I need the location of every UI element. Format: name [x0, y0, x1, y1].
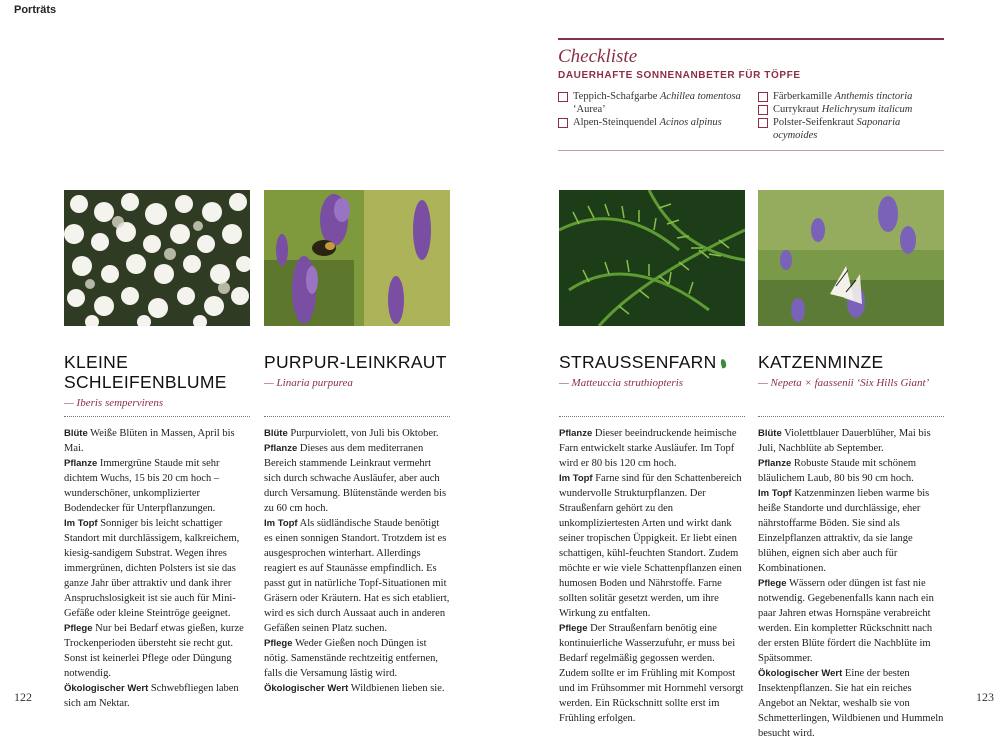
plant-name — [559, 352, 745, 372]
section-label: Pflege — [758, 578, 787, 589]
plant-description — [559, 426, 745, 726]
section-text: Nur bei Bedarf etwas gießen, kurze Trockenperioden übersteht sie recht gut. Sonst ist keinerlei Pflege oder Düngung notwendig. — [64, 623, 244, 679]
section-text: Farne sind für den Schattenbereich wundervolle Strukturpflanzen. Der Straußenfarn gehört zu den unkompliziertesten Arten und wirkt dank seiner tropischen Üppigkeit. Er liebt einen schattigen, kühl-feuchten Standort. Zudem möchte er wie viele Schattenpflanzen einen humosen Boden und Nährstoffe. Farne sollten solitär gesetzt werden, um ihre Wirkung zu entfalten. — [559, 473, 742, 619]
checklist-bottom-rule — [558, 150, 944, 151]
checklist-item-latin: Acinos alpinus — [659, 116, 722, 128]
checkbox-icon — [558, 118, 568, 128]
plant-name-line: KLEINE — [64, 352, 129, 372]
checklist-subtitle: DAUERHAFTE SONNENANBETER FÜR TÖPFE — [558, 69, 801, 81]
section-text: Katzenminzen lieben warme bis heiße Standorte und durchlässige, eher nährstoffarme Böden. Sie sind als Einzelpflanzen attraktiv, da sie lange blühen, eignen sich aber auch für Kombinationen. — [758, 488, 930, 574]
checklist-item-name: Currykraut — [773, 103, 822, 115]
section-text: Der Straußenfarn benötig eine kontinuierliche Wasserzufuhr, er muss bei Bedarf regelmäßig gegossen werden. Zudem sollte er im Frühling mit Kompost und im Frühsommer mit Hornmehl versorgt werden. Ein Rückschnitt sollte erst im Frühling erfolgen. — [559, 623, 744, 724]
section-label: Ökologischer Wert — [758, 668, 843, 679]
plant-column-nepeta — [758, 352, 944, 741]
section-text: Schwebfliegen laben sich am Nektar. — [64, 683, 239, 709]
plant-name-line: STRAUSSENFARN — [559, 352, 717, 372]
page-number-left: 122 — [14, 690, 32, 704]
plant-name-line: SCHLEIFENBLUME — [64, 372, 227, 392]
section-text: Dieses aus dem mediterranen Bereich stammende Leinkraut vermehrt sich durch schwache Ausläufer, aber auch durch Versamung. Blütenstände werden bis zu 60 cm hoch. — [264, 443, 447, 514]
section-label: Blüte — [64, 428, 88, 439]
section-text: Weiße Blüten in Massen, April bis Mai. — [64, 428, 235, 454]
section-label: Ökologischer Wert — [64, 683, 149, 694]
dotted-divider — [559, 416, 745, 417]
plant-description — [264, 426, 450, 696]
checklist-item-latin: Achillea tomentosa — [660, 90, 741, 102]
section-label: Im Topf — [559, 473, 593, 484]
plant-column-linaria — [264, 352, 450, 696]
section-label: Im Topf — [64, 518, 98, 529]
shade-plant-icon — [719, 359, 726, 369]
section-text: Als südländische Staude benötigt es einen sonnigen Standort. Trotzdem ist es ausgesprochen winterhart. Allerdings reagiert es auf Staunässe empfindlich. Es passt gut in natürliche Topf-Situationen mit Gräsern oder Kräutern. Hat es sich etabliert, wird es sich durch Aussaat auch in anderen Gefäßen seinen Platz suchen. — [264, 518, 450, 634]
dotted-divider — [264, 416, 450, 417]
section-label: Pflege — [264, 638, 293, 649]
section-label: Blüte — [264, 428, 288, 439]
checkbox-icon — [558, 92, 568, 102]
checklist-item-name: Färberkamille — [773, 90, 835, 102]
checklist-item-name: Alpen-Steinquendel — [573, 116, 660, 128]
dotted-divider — [758, 416, 944, 417]
section-label: Pflanze — [758, 458, 792, 469]
checklist-item — [758, 90, 944, 103]
checklist-title: Checkliste — [558, 45, 638, 67]
checklist-item-latin: Helichrysum italicum — [821, 103, 913, 115]
checklist-left-column — [558, 90, 744, 142]
page-number-right: 123 — [976, 690, 994, 704]
plant-latin-name: — Matteuccia struthiopteris — [559, 377, 684, 389]
plant-column-iberis — [64, 352, 250, 711]
checkbox-icon — [758, 118, 768, 128]
checklist-box — [558, 38, 944, 151]
section-text: Wässern oder düngen ist fast nie notwendig. Gegebenenfalls kann nach ein paar Jahren etwas Hornspäne verabreicht werden. Ein kompletter Rückschnitt nach der ersten Blüte fördert die Nachblüte im Spätsommer. — [758, 578, 934, 664]
photo-iberis — [64, 190, 250, 326]
section-text: Sonniger bis leicht schattiger Standort mit durchlässigem, kalkreichem, kiesig-sandigem Substrat. Wegen ihres immergrünen, dichten Polsters ist sie das ganze Jahr über attraktiv und dank ihrer Anspruchslosigkeit ist sie auch für Mini-Gefäße oder kleine Steintröge geeignet. — [64, 518, 240, 619]
section-label: Pflege — [64, 623, 93, 634]
section-label: Pflanze — [64, 458, 98, 469]
checklist-item-name: Teppich-Schafgarbe — [573, 90, 661, 102]
section-text: Wildbienen lieben sie. — [348, 683, 445, 694]
section-text: Eine der besten Insektenpflanzen. Sie hat ein reiches Angebot an Nektar, weshalb sie von Schmetterlingen, Wildbienen und Hummeln besucht wird. — [758, 668, 944, 739]
section-text: Dieser beeindruckende heimische Farn entwickelt starke Ausläufer. Im Topf wird er 80 bis 120 cm hoch. — [559, 428, 737, 469]
photo-nepeta — [758, 190, 944, 326]
checklist-item — [758, 116, 944, 142]
section-label: Ökologischer Wert — [264, 683, 349, 694]
plant-name-line: KATZENMINZE — [758, 352, 884, 372]
checklist-item — [558, 90, 744, 116]
plant-latin-name: — Iberis sempervirens — [64, 397, 164, 409]
plant-name — [64, 352, 250, 392]
checklist-item-name: Polster-Seifenkraut — [773, 116, 857, 128]
checklist-right-column — [758, 90, 944, 142]
plant-latin-name: — Nepeta × faassenii ‘Six Hills Giant’ — [758, 377, 930, 389]
checklist-item — [558, 116, 744, 129]
checklist-item-latin: Anthemis tinctoria — [834, 90, 913, 102]
section-label: Im Topf — [758, 488, 792, 499]
checkbox-icon — [758, 105, 768, 115]
checklist-item-cultivar: ‘Aurea’ — [573, 103, 606, 115]
plant-name — [264, 352, 450, 372]
photo-matteuccia — [559, 190, 745, 326]
plant-description — [64, 426, 250, 711]
section-label: Blüte — [758, 428, 782, 439]
photo-linaria — [264, 190, 450, 326]
section-text: Immergrüne Staude mit sehr dichtem Wuchs, 15 bis 20 cm hoch – wunderschöner, unkomplizierter Bodendecker für Unterpflanzungen. — [64, 458, 220, 514]
checkbox-icon — [758, 92, 768, 102]
section-label: Pflanze — [559, 428, 593, 439]
checklist-item — [758, 103, 944, 116]
section-label: Im Topf — [264, 518, 298, 529]
plant-name — [758, 352, 944, 372]
plant-latin-name: — Linaria purpurea — [264, 377, 353, 389]
plant-description — [758, 426, 944, 741]
checklist-top-rule — [558, 38, 944, 40]
section-text: Weder Gießen noch Düngen ist nötig. Samenstände rechtzeitig entfernen, falls die Versamung lästig wird. — [264, 638, 439, 679]
section-label: Pflege — [559, 623, 588, 634]
section-text: Purpurviolett, von Juli bis Oktober. — [287, 428, 439, 439]
section-text: Robuste Staude mit schönem bläulichem Laub, 80 bis 90 cm hoch. — [758, 458, 917, 484]
dotted-divider — [64, 416, 250, 417]
section-header: Porträts — [14, 4, 57, 16]
section-text: Violettblauer Dauerblüher, Mai bis Juli, Nachblüte ab September. — [758, 428, 931, 454]
plant-column-matteuccia — [559, 352, 745, 726]
plant-name-line: PURPUR-LEINKRAUT — [264, 352, 447, 372]
section-label: Pflanze — [264, 443, 298, 454]
checklist-item-latin: Saponaria ocymoides — [773, 116, 901, 141]
